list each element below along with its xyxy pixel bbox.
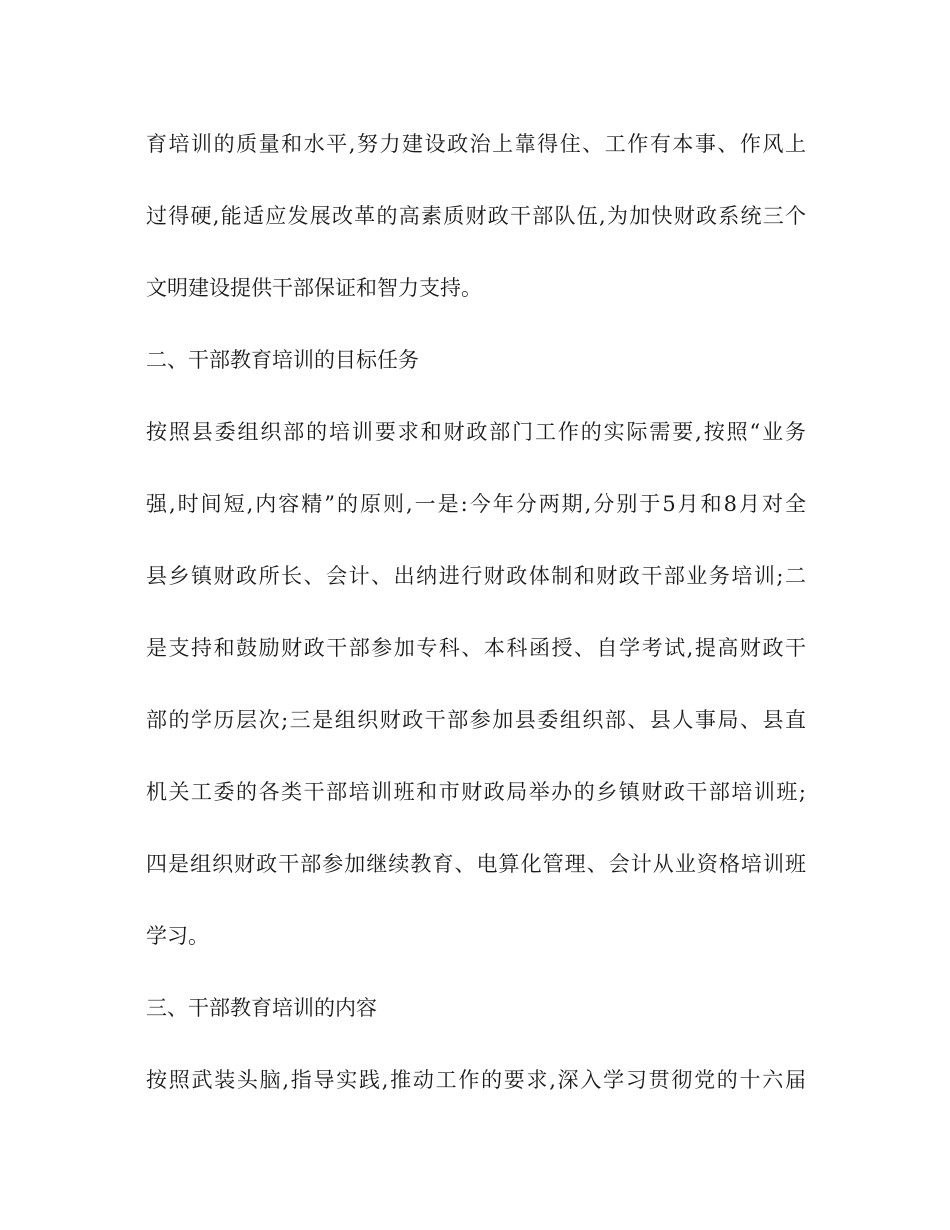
text-line-9: 部的学历层次;三是组织财政干部参加县委组织部、县人事局、县直 — [146, 708, 806, 732]
text-line-5: 按照县委组织部的培训要求和财政部门工作的实际需要,按照“业务 — [146, 420, 806, 444]
text-line-8: 是支持和鼓励财政干部参加专科、本科函授、自学考试,提高财政干 — [146, 636, 806, 660]
section-heading-3: 三、干部教育培训的内容 — [146, 996, 377, 1020]
text-line-2: 过得硬,能适应发展改革的高素质财政干部队伍,为加快财政系统三个 — [146, 204, 806, 228]
text-line-12: 学习。 — [146, 924, 209, 948]
section-heading-2: 二、干部教育培训的目标任务 — [146, 348, 419, 372]
text-line-3: 文明建设提供干部保证和智力支持。 — [146, 276, 482, 300]
text-line-1: 育培训的质量和水平,努力建设政治上靠得住、工作有本事、作风上 — [146, 132, 806, 156]
text-line-14: 按照武装头脑,指导实践,推动工作的要求,深入学习贯彻党的十六届 — [146, 1068, 806, 1092]
text-line-7: 县乡镇财政所长、会计、出纳进行财政体制和财政干部业务培训;二 — [146, 564, 806, 588]
text-line-10: 机关工委的各类干部培训班和市财政局举办的乡镇财政干部培训班; — [146, 780, 806, 804]
text-line-11: 四是组织财政干部参加继续教育、电算化管理、会计从业资格培训班 — [146, 852, 806, 876]
text-line-6: 强,时间短,内容精”的原则,一是:今年分两期,分别于5月和8月对全 — [146, 492, 806, 516]
